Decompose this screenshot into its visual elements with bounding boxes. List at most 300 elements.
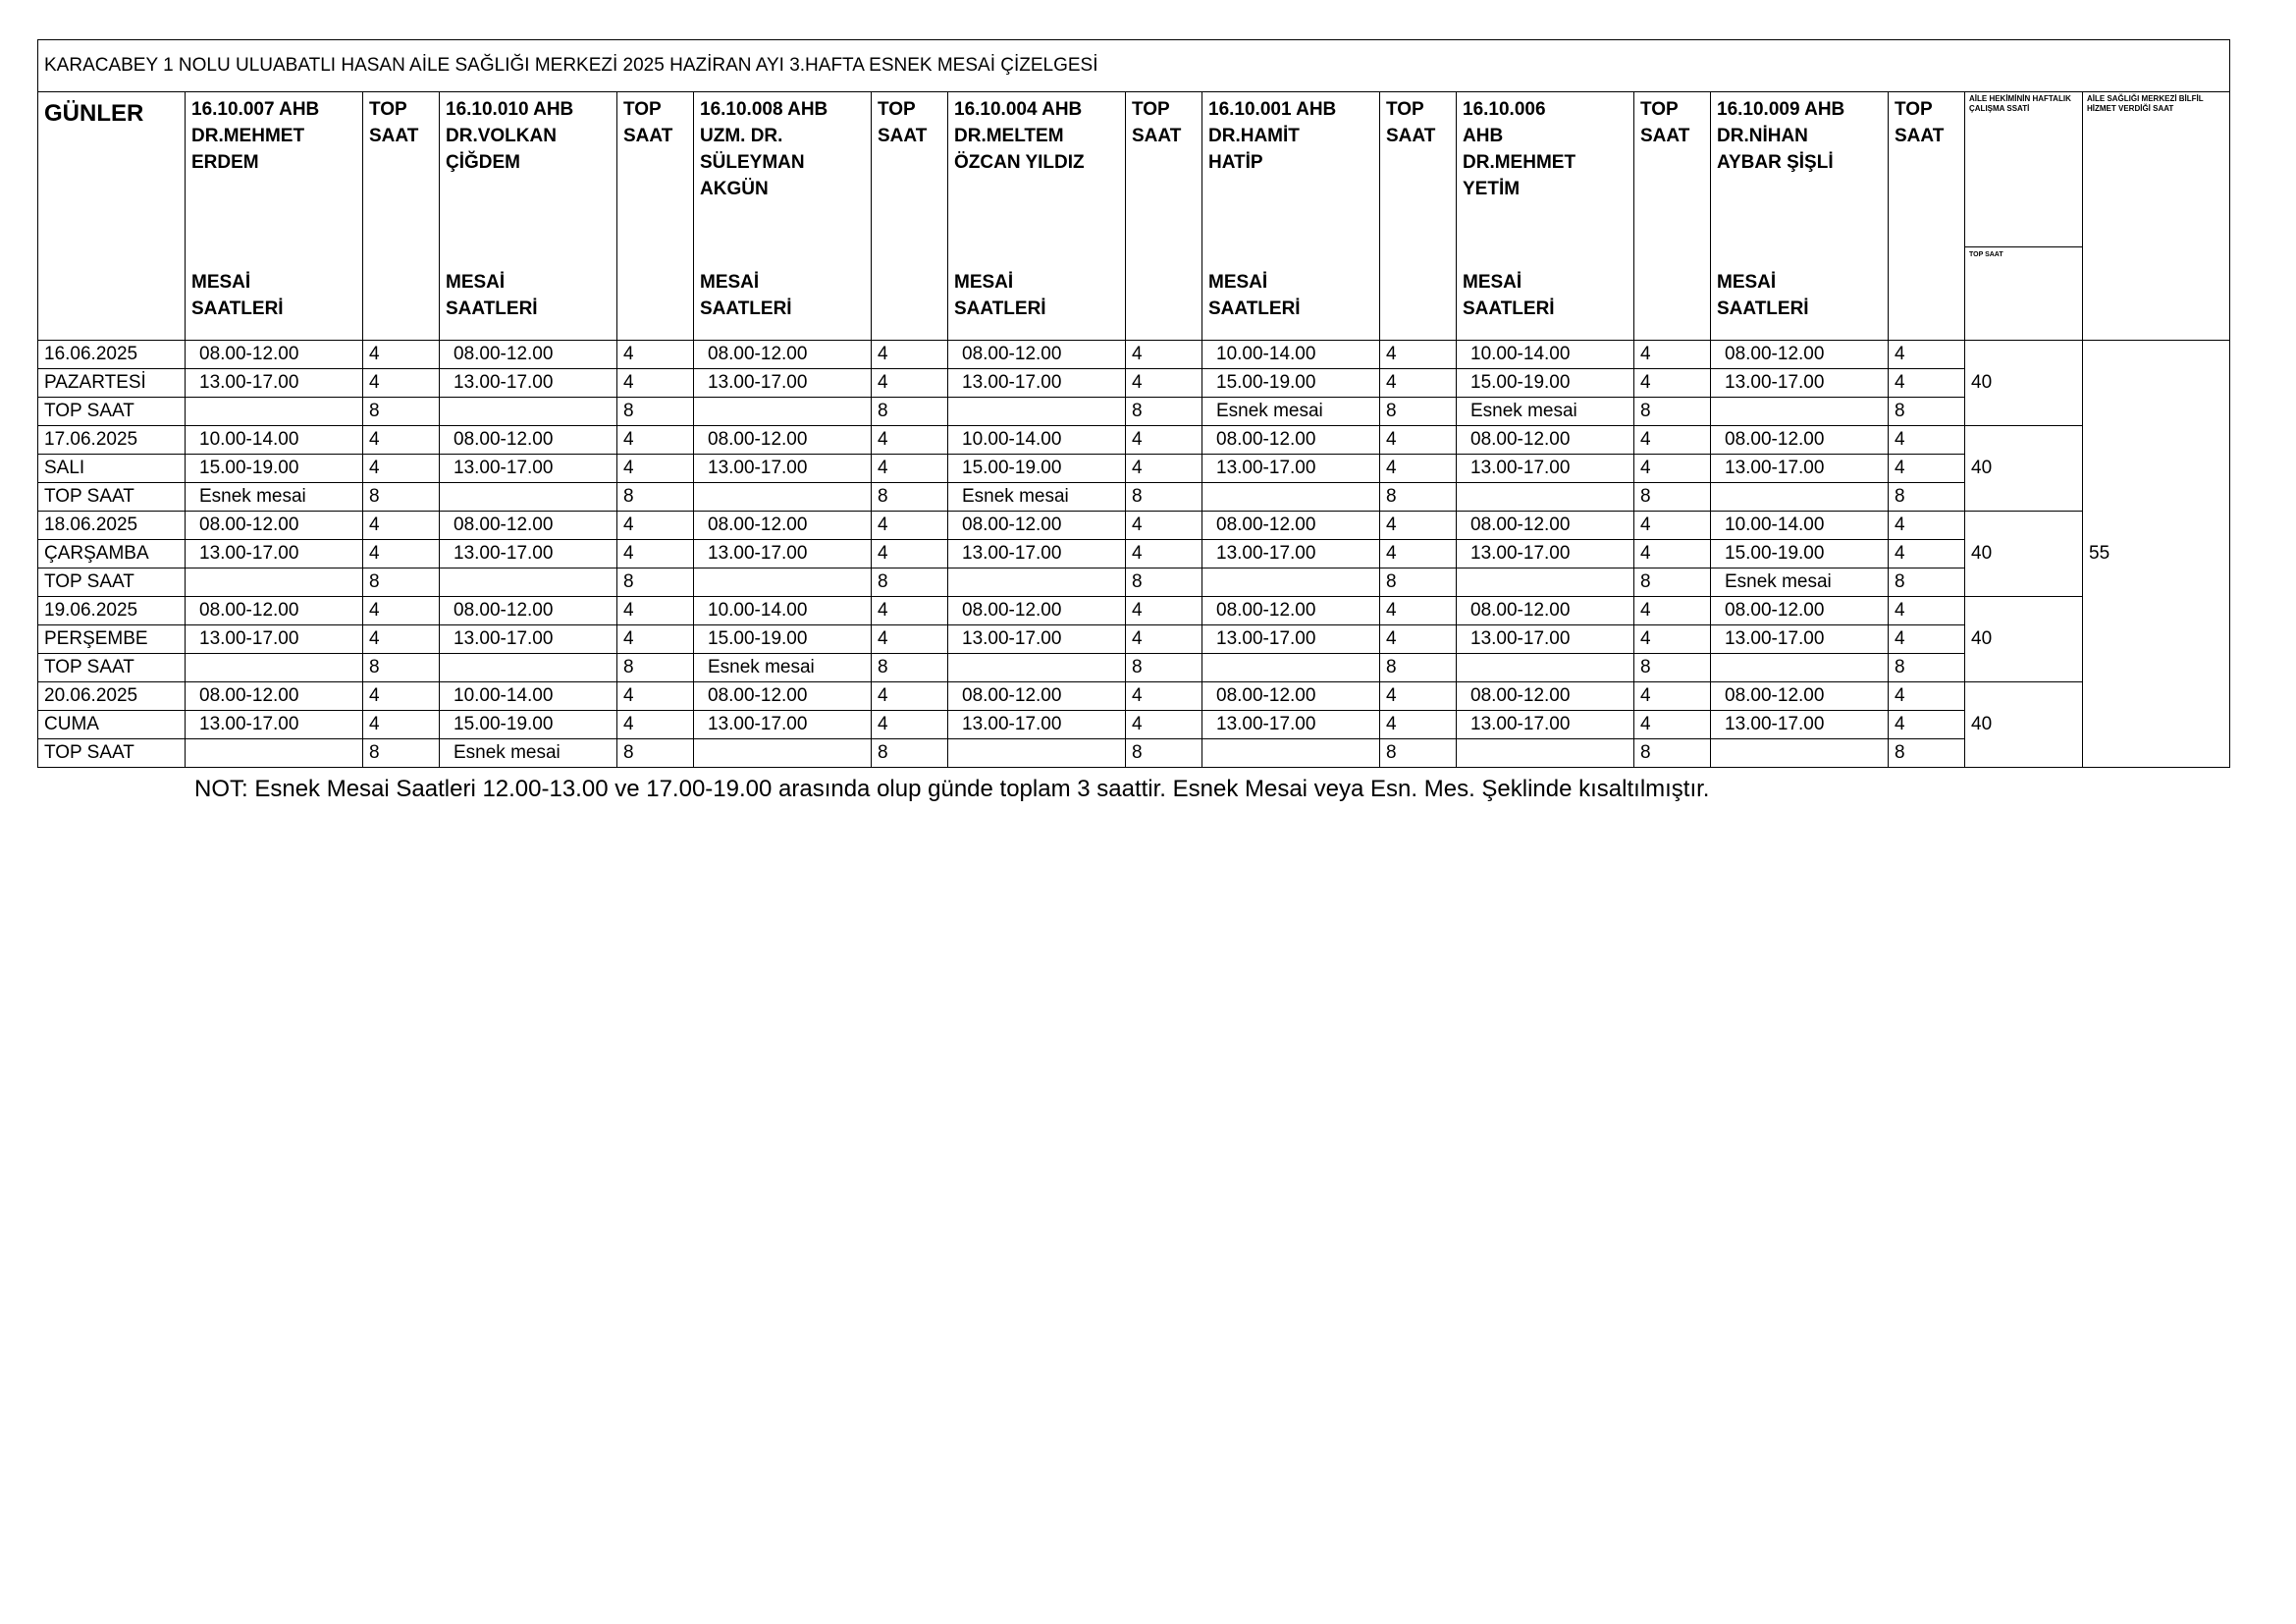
hours-cell: 08.00-12.00 bbox=[186, 341, 363, 369]
hours-cell bbox=[1711, 483, 1889, 512]
day-cell: CUMA bbox=[38, 711, 186, 739]
header-top-saat-7: TOP SAAT bbox=[1889, 92, 1965, 341]
hours-cell: 13.00-17.00 bbox=[694, 369, 872, 398]
saatleri-label: SAATLERİ bbox=[954, 298, 1046, 319]
header-gunler: GÜNLER bbox=[38, 92, 186, 341]
doctor-name-1: UZM. DR. bbox=[700, 126, 783, 146]
hours-cell bbox=[1202, 654, 1380, 682]
hours-cell bbox=[1202, 483, 1380, 512]
total-cell: 8 bbox=[1634, 568, 1711, 597]
header-doctor-2 bbox=[440, 92, 617, 341]
total-cell: 8 bbox=[1380, 483, 1457, 512]
total-cell: 8 bbox=[1634, 483, 1711, 512]
day-cell: TOP SAAT bbox=[38, 739, 186, 768]
header-doctor-1 bbox=[186, 92, 363, 341]
mesai-label: MESAİ bbox=[446, 272, 506, 293]
doctor-name-1: DR.HAMİT bbox=[1208, 126, 1300, 146]
hours-cell: 08.00-12.00 bbox=[694, 512, 872, 540]
hours-cell: 13.00-17.00 bbox=[1457, 711, 1634, 739]
total-cell: 4 bbox=[617, 711, 694, 739]
total-cell: 8 bbox=[1889, 483, 1965, 512]
total-cell: 8 bbox=[872, 398, 948, 426]
total-cell: 8 bbox=[617, 398, 694, 426]
total-cell: 8 bbox=[1380, 398, 1457, 426]
day-cell: 17.06.2025 bbox=[38, 426, 186, 455]
schedule-table bbox=[37, 39, 2230, 768]
total-cell: 8 bbox=[1634, 654, 1711, 682]
table-row bbox=[38, 483, 2230, 512]
total-cell: 4 bbox=[1889, 682, 1965, 711]
hours-cell: 13.00-17.00 bbox=[440, 455, 617, 483]
day-cell: PERŞEMBE bbox=[38, 625, 186, 654]
hours-cell bbox=[186, 654, 363, 682]
header-weekly-hours: AİLE HEKİMİNİN HAFTALIK ÇALIŞMA SSATİ TOP SAAT bbox=[1965, 92, 2083, 341]
hours-cell: 08.00-12.00 bbox=[1457, 426, 1634, 455]
weekly-total: 40 bbox=[1965, 426, 2083, 512]
hours-cell bbox=[1457, 739, 1634, 768]
hours-cell: 13.00-17.00 bbox=[1711, 455, 1889, 483]
total-cell: 4 bbox=[1380, 540, 1457, 568]
doctor-name-1: DR.MELTEM bbox=[954, 126, 1064, 146]
total-cell: 4 bbox=[872, 540, 948, 568]
total-cell: 8 bbox=[617, 568, 694, 597]
hours-cell bbox=[440, 654, 617, 682]
total-cell: 4 bbox=[1634, 455, 1711, 483]
table-row bbox=[38, 512, 2230, 540]
total-cell: 4 bbox=[1634, 426, 1711, 455]
total-cell: 4 bbox=[1634, 625, 1711, 654]
day-cell: ÇARŞAMBA bbox=[38, 540, 186, 568]
hours-cell bbox=[694, 568, 872, 597]
doctor-name-1: AHB bbox=[1463, 126, 1504, 146]
total-cell: 4 bbox=[872, 597, 948, 625]
total-cell: 4 bbox=[872, 426, 948, 455]
mesai-label: MESAİ bbox=[1208, 272, 1268, 293]
table-row bbox=[38, 369, 2230, 398]
weekly-total: 40 bbox=[1965, 512, 2083, 597]
total-cell: 4 bbox=[1889, 512, 1965, 540]
total-cell: 8 bbox=[872, 654, 948, 682]
hours-cell: Esnek mesai bbox=[694, 654, 872, 682]
table-row bbox=[38, 398, 2230, 426]
total-cell: 4 bbox=[1889, 426, 1965, 455]
saatleri-label: SAATLERİ bbox=[700, 298, 792, 319]
hours-cell bbox=[440, 483, 617, 512]
header-doctor-5 bbox=[1202, 92, 1380, 341]
hours-cell: Esnek mesai bbox=[1711, 568, 1889, 597]
hours-cell: 13.00-17.00 bbox=[1202, 625, 1380, 654]
saatleri-label: SAATLERİ bbox=[1717, 298, 1809, 319]
hours-cell bbox=[1457, 654, 1634, 682]
total-cell: 8 bbox=[1634, 739, 1711, 768]
hours-cell bbox=[948, 654, 1126, 682]
hours-cell: Esnek mesai bbox=[186, 483, 363, 512]
hours-cell: 13.00-17.00 bbox=[440, 540, 617, 568]
hours-cell bbox=[186, 739, 363, 768]
total-cell: 4 bbox=[1380, 625, 1457, 654]
hours-cell: 15.00-19.00 bbox=[440, 711, 617, 739]
hours-cell: 13.00-17.00 bbox=[1202, 711, 1380, 739]
total-cell: 8 bbox=[617, 654, 694, 682]
total-cell: 4 bbox=[1889, 597, 1965, 625]
header-doctor-4 bbox=[948, 92, 1126, 341]
day-cell: PAZARTESİ bbox=[38, 369, 186, 398]
total-cell: 4 bbox=[617, 625, 694, 654]
total-cell: 4 bbox=[1380, 711, 1457, 739]
hours-cell: 08.00-12.00 bbox=[948, 597, 1126, 625]
mesai-label: MESAİ bbox=[1717, 272, 1777, 293]
total-cell: 8 bbox=[363, 568, 440, 597]
total-cell: 4 bbox=[1380, 369, 1457, 398]
total-cell: 4 bbox=[617, 426, 694, 455]
total-cell: 4 bbox=[1634, 597, 1711, 625]
hours-cell: 08.00-12.00 bbox=[440, 426, 617, 455]
total-cell: 4 bbox=[617, 540, 694, 568]
table-row bbox=[38, 739, 2230, 768]
hours-cell: 15.00-19.00 bbox=[1457, 369, 1634, 398]
total-cell: 4 bbox=[1126, 512, 1202, 540]
hours-cell: 08.00-12.00 bbox=[1711, 597, 1889, 625]
table-row bbox=[38, 568, 2230, 597]
doctor-code: 16.10.008 AHB bbox=[700, 99, 828, 120]
saatleri-label: SAATLERİ bbox=[191, 298, 284, 319]
total-cell: 4 bbox=[363, 512, 440, 540]
header-doctor-7 bbox=[1711, 92, 1889, 341]
total-cell: 4 bbox=[363, 426, 440, 455]
doctor-name-2: ERDEM bbox=[191, 152, 259, 173]
hours-cell: 10.00-14.00 bbox=[440, 682, 617, 711]
hours-cell: 10.00-14.00 bbox=[694, 597, 872, 625]
doctor-name-2: AYBAR ŞİŞLİ bbox=[1717, 152, 1834, 173]
hours-cell: 08.00-12.00 bbox=[186, 682, 363, 711]
day-cell: 16.06.2025 bbox=[38, 341, 186, 369]
total-cell: 8 bbox=[1889, 739, 1965, 768]
total-cell: 4 bbox=[617, 455, 694, 483]
hours-cell: 13.00-17.00 bbox=[1202, 455, 1380, 483]
total-cell: 8 bbox=[1380, 654, 1457, 682]
mesai-label: MESAİ bbox=[954, 272, 1014, 293]
hours-cell: 13.00-17.00 bbox=[1457, 540, 1634, 568]
hours-cell: 10.00-14.00 bbox=[948, 426, 1126, 455]
hours-cell: 08.00-12.00 bbox=[694, 682, 872, 711]
total-cell: 4 bbox=[1889, 455, 1965, 483]
total-cell: 4 bbox=[1126, 597, 1202, 625]
total-cell: 4 bbox=[872, 625, 948, 654]
total-cell: 4 bbox=[1634, 711, 1711, 739]
hours-cell: 08.00-12.00 bbox=[1711, 682, 1889, 711]
hours-cell: 13.00-17.00 bbox=[186, 540, 363, 568]
hours-cell bbox=[1711, 654, 1889, 682]
hours-cell: 13.00-17.00 bbox=[440, 369, 617, 398]
hours-cell bbox=[694, 483, 872, 512]
hours-cell: 13.00-17.00 bbox=[948, 540, 1126, 568]
hours-cell: 13.00-17.00 bbox=[1202, 540, 1380, 568]
total-cell: 8 bbox=[1126, 483, 1202, 512]
total-cell: 4 bbox=[1380, 341, 1457, 369]
total-cell: 4 bbox=[1126, 455, 1202, 483]
day-cell: TOP SAAT bbox=[38, 483, 186, 512]
table-row bbox=[38, 625, 2230, 654]
total-cell: 4 bbox=[1380, 455, 1457, 483]
total-cell: 4 bbox=[1380, 426, 1457, 455]
hours-cell: 10.00-14.00 bbox=[1457, 341, 1634, 369]
hours-cell: 15.00-19.00 bbox=[694, 625, 872, 654]
total-cell: 8 bbox=[363, 483, 440, 512]
total-cell: 4 bbox=[1889, 540, 1965, 568]
total-cell: 4 bbox=[1634, 540, 1711, 568]
doctor-name-2: DR.MEHMET YETİM bbox=[1463, 152, 1576, 199]
hours-cell: 08.00-12.00 bbox=[440, 341, 617, 369]
mesai-label: MESAİ bbox=[1463, 272, 1522, 293]
mesai-label: MESAİ bbox=[700, 272, 760, 293]
hours-cell bbox=[440, 568, 617, 597]
table-row bbox=[38, 682, 2230, 711]
total-cell: 8 bbox=[1126, 568, 1202, 597]
hours-cell: 13.00-17.00 bbox=[1457, 625, 1634, 654]
saatleri-label: SAATLERİ bbox=[1463, 298, 1555, 319]
hours-cell: 08.00-12.00 bbox=[1711, 341, 1889, 369]
hours-cell: 13.00-17.00 bbox=[440, 625, 617, 654]
total-cell: 4 bbox=[1634, 369, 1711, 398]
total-cell: 4 bbox=[1126, 682, 1202, 711]
day-cell: TOP SAAT bbox=[38, 398, 186, 426]
doctor-code: 16.10.001 AHB bbox=[1208, 99, 1337, 120]
day-cell: 19.06.2025 bbox=[38, 597, 186, 625]
hours-cell: Esnek mesai bbox=[1457, 398, 1634, 426]
hours-cell: 13.00-17.00 bbox=[1711, 369, 1889, 398]
header-doctor-6 bbox=[1457, 92, 1634, 341]
total-cell: 4 bbox=[363, 540, 440, 568]
doctor-code: 16.10.004 AHB bbox=[954, 99, 1083, 120]
hours-cell bbox=[1457, 483, 1634, 512]
hours-cell: 08.00-12.00 bbox=[186, 597, 363, 625]
total-cell: 8 bbox=[1126, 398, 1202, 426]
hours-cell: 08.00-12.00 bbox=[1457, 682, 1634, 711]
hours-cell: 13.00-17.00 bbox=[694, 540, 872, 568]
doctor-name-2: ÖZCAN YILDIZ bbox=[954, 152, 1085, 173]
total-cell: 8 bbox=[363, 398, 440, 426]
header-top-saat-3: TOP SAAT bbox=[872, 92, 948, 341]
hours-cell bbox=[1202, 739, 1380, 768]
page-title: KARACABEY 1 NOLU ULUABATLI HASAN AİLE SAĞLIĞI MERKEZİ 2025 HAZİRAN AYI 3.HAFTA ESNEK MESAİ ÇİZELGESİ bbox=[38, 40, 2230, 92]
total-cell: 4 bbox=[872, 711, 948, 739]
total-cell: 8 bbox=[1126, 739, 1202, 768]
doctor-code: 16.10.009 AHB bbox=[1717, 99, 1845, 120]
total-cell: 4 bbox=[1889, 711, 1965, 739]
total-cell: 8 bbox=[872, 483, 948, 512]
day-cell: SALI bbox=[38, 455, 186, 483]
total-cell: 4 bbox=[1889, 369, 1965, 398]
hours-cell: 08.00-12.00 bbox=[694, 341, 872, 369]
header-top-saat-5: TOP SAAT bbox=[1380, 92, 1457, 341]
hours-cell: 08.00-12.00 bbox=[1457, 512, 1634, 540]
doctor-name-2: SÜLEYMAN AKGÜN bbox=[700, 152, 805, 199]
total-cell: 8 bbox=[1889, 654, 1965, 682]
total-cell: 4 bbox=[1380, 597, 1457, 625]
center-total: 55 bbox=[2083, 341, 2230, 768]
total-cell: 8 bbox=[617, 483, 694, 512]
hours-cell: 10.00-14.00 bbox=[186, 426, 363, 455]
total-cell: 4 bbox=[363, 625, 440, 654]
hours-cell: 08.00-12.00 bbox=[440, 512, 617, 540]
total-cell: 4 bbox=[1634, 512, 1711, 540]
total-cell: 4 bbox=[1889, 625, 1965, 654]
hours-cell bbox=[694, 398, 872, 426]
total-cell: 8 bbox=[1889, 398, 1965, 426]
footnote: NOT: Esnek Mesai Saatleri 12.00-13.00 ve 17.00-19.00 arasında olup günde toplam 3 saattir. Esnek Mesai veya Esn. Mes. Şeklinde kısaltılmıştır. bbox=[194, 776, 1710, 802]
header-top-saat-6: TOP SAAT bbox=[1634, 92, 1711, 341]
total-cell: 4 bbox=[872, 455, 948, 483]
table-row bbox=[38, 341, 2230, 369]
hours-cell: Esnek mesai bbox=[1202, 398, 1380, 426]
hours-cell: 13.00-17.00 bbox=[1711, 625, 1889, 654]
hours-cell: 13.00-17.00 bbox=[948, 625, 1126, 654]
total-cell: 4 bbox=[1634, 682, 1711, 711]
total-cell: 4 bbox=[872, 341, 948, 369]
weekly-total: 40 bbox=[1965, 682, 2083, 768]
hours-cell: 08.00-12.00 bbox=[1711, 426, 1889, 455]
total-cell: 4 bbox=[363, 341, 440, 369]
hours-cell: 08.00-12.00 bbox=[186, 512, 363, 540]
total-cell: 8 bbox=[1634, 398, 1711, 426]
total-cell: 4 bbox=[1126, 540, 1202, 568]
total-cell: 8 bbox=[1380, 739, 1457, 768]
total-cell: 4 bbox=[872, 369, 948, 398]
total-cell: 8 bbox=[617, 739, 694, 768]
table-row bbox=[38, 455, 2230, 483]
hours-cell bbox=[948, 398, 1126, 426]
total-cell: 4 bbox=[363, 455, 440, 483]
hours-cell: 08.00-12.00 bbox=[948, 682, 1126, 711]
total-cell: 4 bbox=[1634, 341, 1711, 369]
hours-cell bbox=[440, 398, 617, 426]
header-top-saat-4: TOP SAAT bbox=[1126, 92, 1202, 341]
hours-cell: 13.00-17.00 bbox=[948, 369, 1126, 398]
hours-cell: 13.00-17.00 bbox=[1711, 711, 1889, 739]
doctor-code: 16.10.006 bbox=[1463, 99, 1546, 120]
day-cell: 20.06.2025 bbox=[38, 682, 186, 711]
doctor-name-2: ÇİĞDEM bbox=[446, 152, 520, 173]
total-cell: 4 bbox=[1126, 625, 1202, 654]
mesai-label: MESAİ bbox=[191, 272, 251, 293]
total-cell: 4 bbox=[363, 711, 440, 739]
hours-cell: 13.00-17.00 bbox=[948, 711, 1126, 739]
table-row bbox=[38, 540, 2230, 568]
hours-cell: 13.00-17.00 bbox=[186, 711, 363, 739]
hours-cell: Esnek mesai bbox=[948, 483, 1126, 512]
hours-cell bbox=[186, 398, 363, 426]
total-cell: 8 bbox=[1380, 568, 1457, 597]
doctor-name-1: DR.VOLKAN bbox=[446, 126, 557, 146]
total-cell: 4 bbox=[1126, 341, 1202, 369]
total-cell: 8 bbox=[1889, 568, 1965, 597]
total-cell: 8 bbox=[872, 568, 948, 597]
hours-cell: 13.00-17.00 bbox=[694, 455, 872, 483]
total-cell: 4 bbox=[1126, 426, 1202, 455]
total-cell: 8 bbox=[363, 654, 440, 682]
hours-cell: 08.00-12.00 bbox=[440, 597, 617, 625]
day-cell: TOP SAAT bbox=[38, 654, 186, 682]
hours-cell: 08.00-12.00 bbox=[1202, 682, 1380, 711]
doctor-code: 16.10.007 AHB bbox=[191, 99, 320, 120]
hours-cell: 08.00-12.00 bbox=[1202, 597, 1380, 625]
total-cell: 8 bbox=[1126, 654, 1202, 682]
hours-cell: 08.00-12.00 bbox=[1202, 426, 1380, 455]
hours-cell: Esnek mesai bbox=[440, 739, 617, 768]
hours-cell: 15.00-19.00 bbox=[186, 455, 363, 483]
hours-cell bbox=[1711, 398, 1889, 426]
hours-cell: 13.00-17.00 bbox=[186, 369, 363, 398]
hours-cell: 10.00-14.00 bbox=[1711, 512, 1889, 540]
hours-cell: 08.00-12.00 bbox=[948, 341, 1126, 369]
weekly-total: 40 bbox=[1965, 597, 2083, 682]
day-cell: TOP SAAT bbox=[38, 568, 186, 597]
hours-cell: 15.00-19.00 bbox=[1202, 369, 1380, 398]
hours-cell: 13.00-17.00 bbox=[186, 625, 363, 654]
saatleri-label: SAATLERİ bbox=[446, 298, 538, 319]
total-cell: 4 bbox=[617, 597, 694, 625]
hours-cell bbox=[1202, 568, 1380, 597]
total-cell: 4 bbox=[1126, 711, 1202, 739]
hours-cell: 13.00-17.00 bbox=[694, 711, 872, 739]
total-cell: 4 bbox=[1380, 512, 1457, 540]
saatleri-label: SAATLERİ bbox=[1208, 298, 1301, 319]
doctor-name-2: HATİP bbox=[1208, 152, 1263, 173]
day-cell: 18.06.2025 bbox=[38, 512, 186, 540]
header-top-saat-2: TOP SAAT bbox=[617, 92, 694, 341]
table-row bbox=[38, 711, 2230, 739]
doctor-code: 16.10.010 AHB bbox=[446, 99, 574, 120]
total-cell: 4 bbox=[363, 597, 440, 625]
total-cell: 4 bbox=[617, 682, 694, 711]
hours-cell: 15.00-19.00 bbox=[1711, 540, 1889, 568]
hours-cell: 10.00-14.00 bbox=[1202, 341, 1380, 369]
header-center-hours: AİLE SAĞLIĞI MERKEZİ BİLFİL HİZMET VERDİĞİ SAAT bbox=[2083, 92, 2230, 341]
weekly-total: 40 bbox=[1965, 341, 2083, 426]
total-cell: 4 bbox=[617, 369, 694, 398]
hours-cell bbox=[1711, 739, 1889, 768]
header-doctor-3 bbox=[694, 92, 872, 341]
doctor-name-1: DR.NİHAN bbox=[1717, 126, 1808, 146]
total-cell: 4 bbox=[363, 369, 440, 398]
hours-cell bbox=[948, 739, 1126, 768]
hours-cell bbox=[694, 739, 872, 768]
total-cell: 4 bbox=[872, 682, 948, 711]
hours-cell: 08.00-12.00 bbox=[1457, 597, 1634, 625]
table-row bbox=[38, 426, 2230, 455]
total-cell: 4 bbox=[617, 341, 694, 369]
table-row bbox=[38, 597, 2230, 625]
hours-cell: 15.00-19.00 bbox=[948, 455, 1126, 483]
hours-cell: 13.00-17.00 bbox=[1457, 455, 1634, 483]
total-cell: 4 bbox=[1889, 341, 1965, 369]
total-cell: 8 bbox=[872, 739, 948, 768]
hours-cell: 08.00-12.00 bbox=[948, 512, 1126, 540]
hours-cell bbox=[186, 568, 363, 597]
hours-cell bbox=[1457, 568, 1634, 597]
total-cell: 4 bbox=[1126, 369, 1202, 398]
total-cell: 4 bbox=[1380, 682, 1457, 711]
total-cell: 4 bbox=[363, 682, 440, 711]
hours-cell: 08.00-12.00 bbox=[1202, 512, 1380, 540]
total-cell: 4 bbox=[617, 512, 694, 540]
hours-cell bbox=[948, 568, 1126, 597]
total-cell: 8 bbox=[363, 739, 440, 768]
doctor-name-1: DR.MEHMET bbox=[191, 126, 305, 146]
hours-cell: 08.00-12.00 bbox=[694, 426, 872, 455]
total-cell: 4 bbox=[872, 512, 948, 540]
table-row bbox=[38, 654, 2230, 682]
